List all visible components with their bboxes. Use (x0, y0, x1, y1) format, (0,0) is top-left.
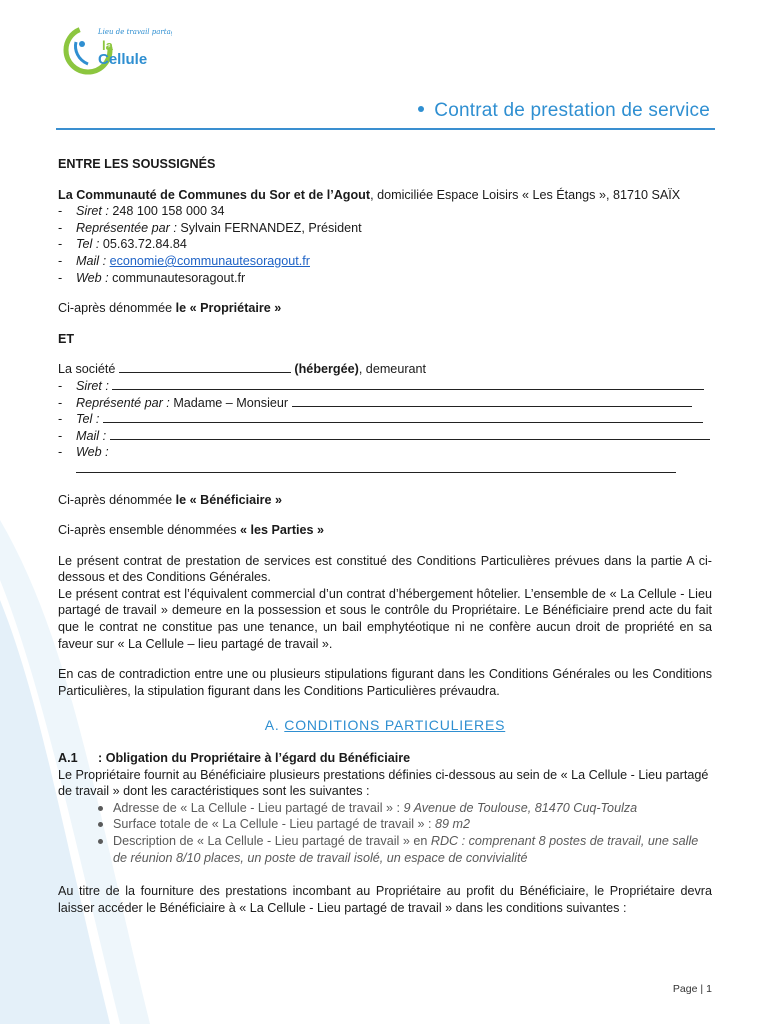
owner-siret: - Siret : 248 100 158 000 34 (58, 203, 712, 220)
premises-characteristics-list (58, 800, 712, 866)
beneficiary-representative: - Représenté par : Madame – Monsieur (58, 395, 712, 412)
beneficiary-web: - Web : (58, 444, 712, 477)
owner-tel: - Tel : 05.63.72.84.84 (58, 236, 712, 253)
access-conditions-paragraph: Au titre de la fourniture des prestations incombant au Propriétaire au profit du Bénéficiaire, le Propriétaire devra laisser accéder le Bénéficiaire à « La Cellule - Lieu partagé de travail » dans les conditions suivantes : (58, 884, 712, 915)
owner-mail: - Mail : economie@communautesoragout.fr (58, 253, 712, 270)
logo-tagline: Lieu de travail partagé (98, 28, 172, 36)
representative-blank[interactable] (292, 395, 692, 407)
footer-page-number: 1 (706, 983, 712, 995)
parties-designation: Ci-après ensemble dénommées « les Parties » (58, 523, 325, 538)
premises-description: Description de « La Cellule - Lieu partagé de travail » en RDC : comprenant 8 postes de travail, une salle de réunion 8/10 places, un poste de travail isolé, un espace de convivialité (98, 833, 712, 866)
footer-page-label: Page (672, 983, 698, 995)
owner-details (58, 203, 712, 286)
premises-address: Adresse de « La Cellule - Lieu partagé de travail » : 9 Avenue de Toulouse, 81470 Cuq-Toulza (98, 800, 712, 817)
logo-line1: la (102, 38, 113, 53)
owner-name: La Communauté de Communes du Sor et de l’Agout (58, 187, 371, 202)
owner-mail-link[interactable]: economie@communautesoragout.fr (109, 253, 310, 268)
article-a1-heading: A.1 : Obligation du Propriétaire à l’égard du Bénéficiaire (58, 751, 411, 766)
article-a1-intro: Le Propriétaire fournit au Bénéficiaire plusieurs prestations définies ci-dessous au sein de « La Cellule - Lieu partagé de travail » dont les caractéristiques sont les suivantes : (58, 767, 709, 799)
page-footer: Page | 1 (672, 983, 712, 995)
et-separator: ET (58, 331, 75, 346)
beneficiary-line: La société (hébergée), demeurant (58, 362, 427, 377)
title-text: Contrat de prestation de service (434, 100, 710, 121)
header-rule (56, 128, 715, 130)
owner-address: , domiciliée Espace Loisirs « Les Étangs », 81710 SAÏX (370, 187, 681, 202)
contradiction-paragraph: En cas de contradiction entre une ou plusieurs stipulations figurant dans les Conditions Générales ou les Conditions Particulières, la stipulation figurant dans les Conditions Particulières prévaudra. (58, 667, 712, 698)
owner-designation: Ci-après dénommée le « Propriétaire » (58, 301, 282, 316)
document-body (58, 156, 712, 916)
company-name-blank[interactable] (119, 361, 291, 373)
mail-blank[interactable] (110, 428, 710, 440)
contract-composition-paragraph: Le présent contrat de prestation de services est constitué des Conditions Particulières prévues dans la partie A ci-dessous et des Conditions Générales. (58, 553, 712, 585)
la-cellule-logo (62, 20, 172, 80)
parties-heading: ENTRE LES SOUSSIGNÉS (58, 157, 216, 171)
owner-representative: - Représentée par : Sylvain FERNANDEZ, Président (58, 220, 712, 237)
beneficiary-mail: - Mail : (58, 428, 712, 445)
beneficiary-details (58, 378, 712, 478)
title-bullet-icon (418, 106, 424, 112)
tel-blank[interactable] (103, 411, 703, 423)
logo-line2: Cellule (98, 51, 148, 68)
premises-surface: Surface totale de « La Cellule - Lieu partagé de travail » : 89 m2 (98, 816, 712, 833)
section-heading-conditions: A. CONDITIONS PARTICULIERES (264, 717, 506, 734)
owner-web: - Web : communautesoragout.fr (58, 270, 712, 287)
beneficiary-siret: - Siret : (58, 378, 712, 395)
hotel-equivalent-paragraph: Le présent contrat est l’équivalent commercial d’un contrat d’hébergement hôtelier. L’ensemble de « La Cellule - Lieu partagé de travail » demeure en la possession et sous le contrôle du Propriétaire. Le Bénéficiaire prend acte du fait que le contrat ne constitue pas une tenance, un bail emphytéotique ni ne confère aucun droit de propriété en sa faveur sur « La Cellule – lieu partagé de travail ». (58, 586, 712, 651)
beneficiary-tel: - Tel : (58, 411, 712, 428)
web-blank[interactable] (76, 461, 676, 473)
owner-line (58, 187, 712, 204)
beneficiary-designation: Ci-après dénommée le « Bénéficiaire » (58, 492, 283, 507)
siret-blank[interactable] (112, 378, 704, 390)
document-title (418, 100, 710, 122)
